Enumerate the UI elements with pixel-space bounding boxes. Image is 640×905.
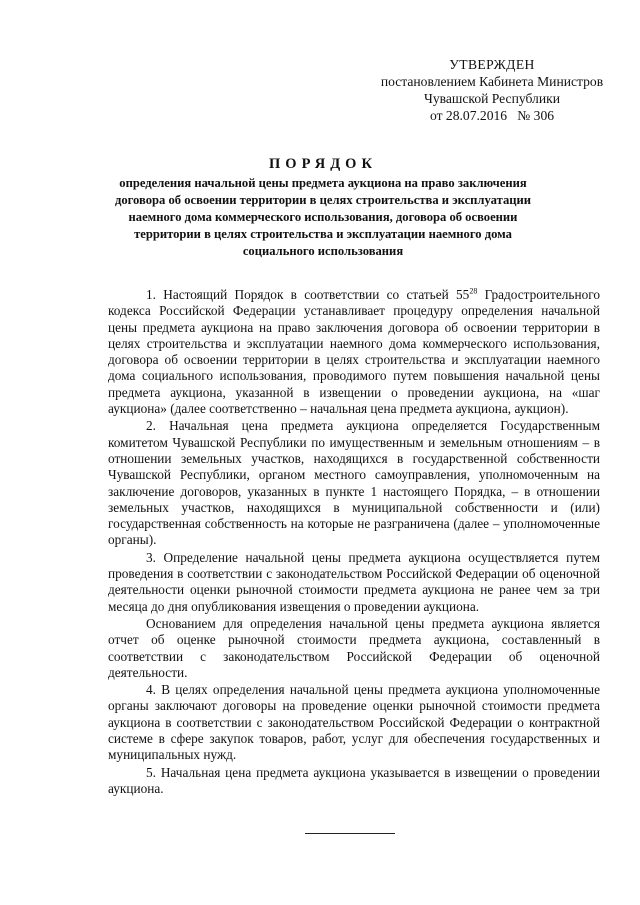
paragraph-3-basis: Основанием для определения начальной цены предмета аукциона является отчет об оценке рыночной стоимости предмета аукциона, составленный в соответствии с законодательством Российской Федерации об оценочной деятельности. bbox=[108, 615, 600, 680]
paragraph-4: 4. В целях определения начальной цены предмета аукциона уполномоченные органы заключают договоры на проведение оценки рыночной стоимости предмета аукциона в соответствии с законодательством Российской Федерации о контрактной системе в сфере закупок товаров, работ, услуг для обеспечения государственных и муниципальных нужд. bbox=[108, 682, 600, 763]
article-superscript: 28 bbox=[469, 286, 478, 296]
paragraph-5: 5. Начальная цена предмета аукциона указывается в извещении о проведении аукциона. bbox=[108, 764, 600, 796]
paragraph-1-start: 1. Настоящий Порядок в соответствии со статьей 55 bbox=[146, 287, 470, 302]
approval-line-3: от 28.07.2016 № 306 bbox=[429, 108, 555, 123]
document-title-block bbox=[112, 156, 534, 260]
paragraph-2: 2. Начальная цена предмета аукциона определяется Государственным комитетом Чувашской Республики по имущественным и земельным отношениям – в отношении земельных участков, находящихся в государственной собственности Чувашской Республики, органом местного самоуправления, уполномоченным на заключение договоров, указанных в пункте 1 настоящего Порядка, – в отношении земельных участков, находящихся в муниципальной собственности и (или) государственная собственность на которые не разграничена (далее – уполномоченные органы). bbox=[108, 418, 600, 548]
approval-line-1: постановлением Кабинета Министров bbox=[380, 74, 604, 89]
approval-heading: УТВЕРЖДЕН bbox=[449, 57, 535, 72]
paragraph-1-rest: Градостроительного кодекса Российской Федерации устанавливает процедуру определения начальной цены предмета аукциона на право заключения договора об освоении территории в целях строительства и эксплуатации наемного дома коммерческого использования, договора об освоении территории в целях строительства и эксплуатации наемного дома социального использования, проводимого путем повышения начальной цены предмета аукциона, указанной в извещении о проведении аукциона, на «шаг аукциона» (далее соответственно – начальная цена предмета аукциона, аукцион). bbox=[108, 287, 600, 417]
approval-block bbox=[372, 56, 612, 124]
document-subtitle: определения начальной цены предмета аукциона на право заключения договора об освоении территории в целях строительства и эксплуатации наемного дома коммерческого использования, договора об освоении территории в целях строительства и эксплуатации наемного дома социального использования bbox=[114, 176, 532, 258]
approval-line-2: Чувашской Республики bbox=[424, 91, 560, 106]
paragraph-1 bbox=[108, 287, 600, 417]
paragraph-3: 3. Определение начальной цены предмета аукциона осуществляется путем проведения в соответствии с законодательством Российской Федерации об оценочной деятельности оценки рыночной стоимости предмета аукциона не ранее чем за три месяца до дня опубликования извещения о проведении аукциона. bbox=[108, 549, 600, 614]
document-title: ПОРЯДОК bbox=[269, 156, 377, 172]
document-body bbox=[108, 287, 600, 797]
end-divider-line bbox=[305, 833, 395, 834]
